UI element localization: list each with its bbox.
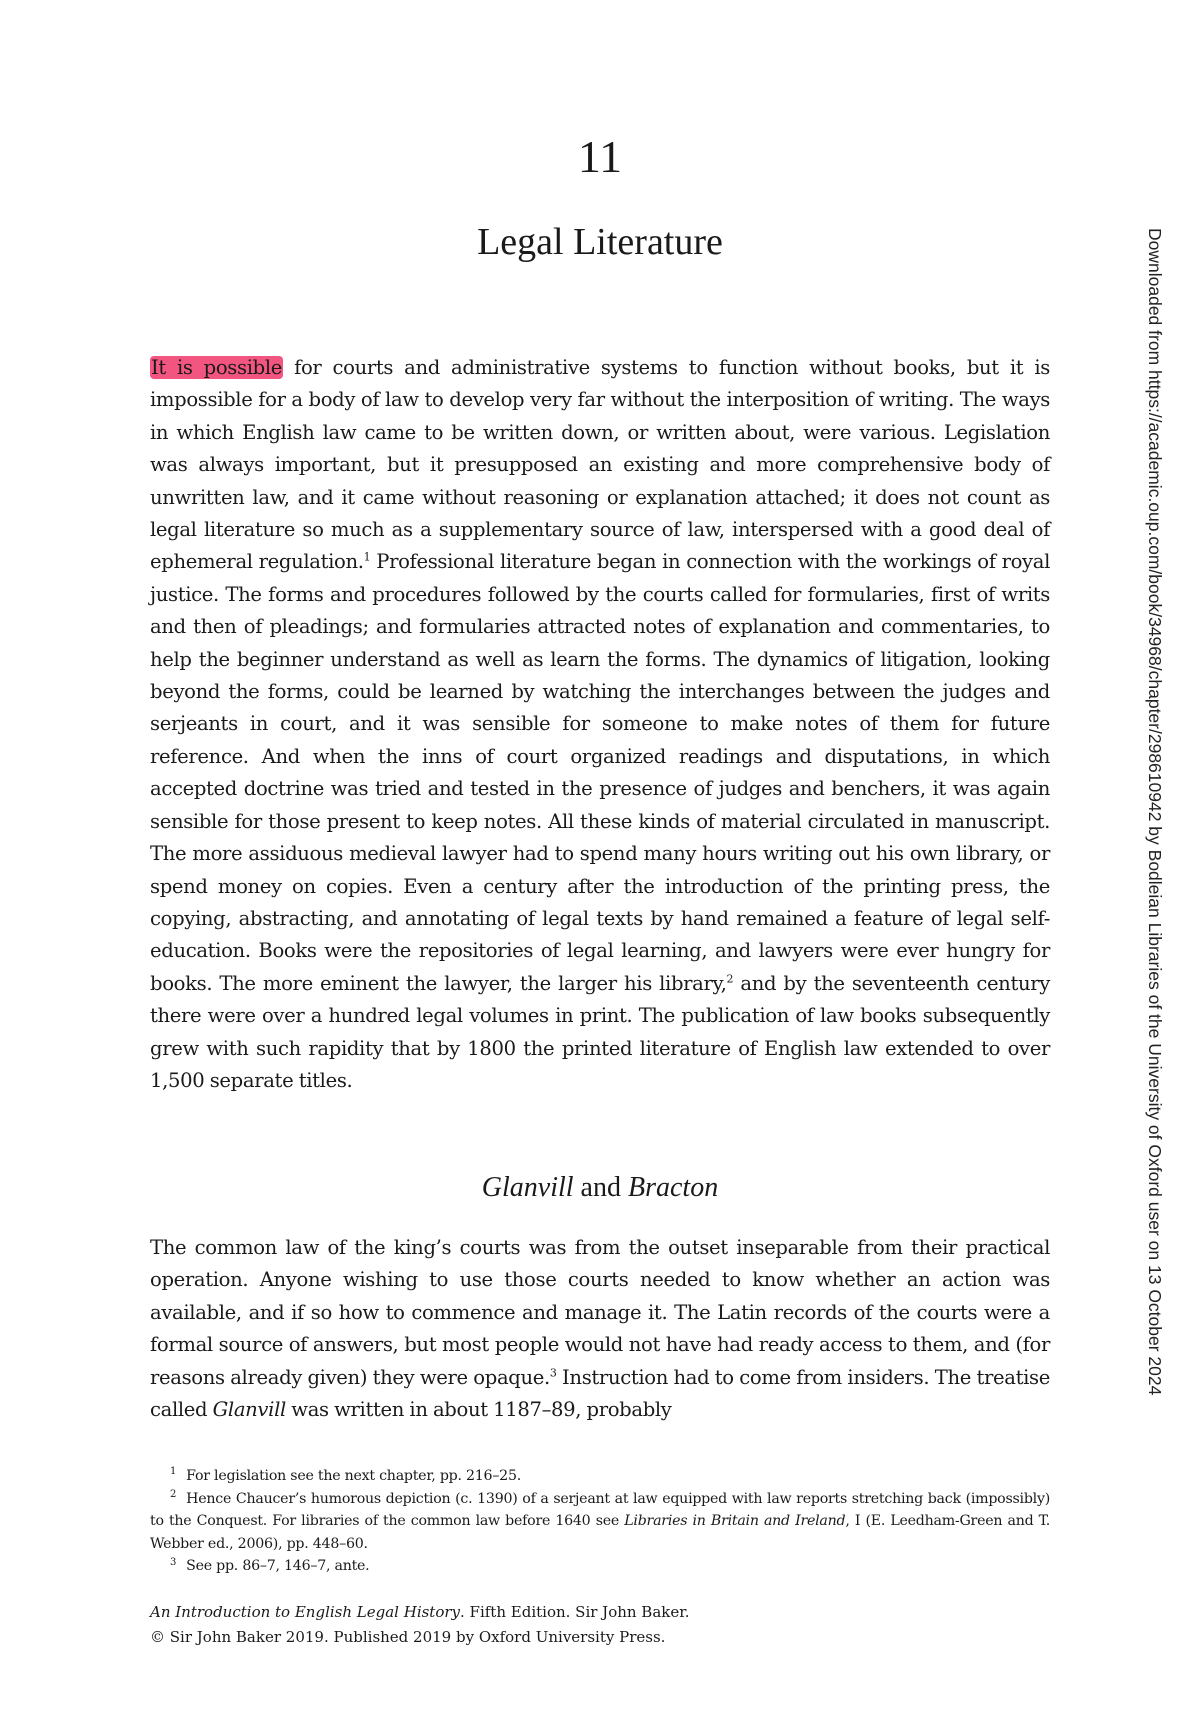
section-title-glanvill: Glanvill	[481, 1172, 574, 1203]
paragraph-text: for courts and administrative systems to function without books, but it is impossible for a body of law to develop very far without the interposition of writing. The ways in which English law came to be written down, or written about, were various. Legislation was always important, but it presupposed an existing and more comprehensive body of unwritten law, and it came without reasoning or explanation attached; it does not count as legal literature so much as a supplementary source of law, interspersed with a good deal of ephemeral regulation.	[150, 356, 1050, 574]
paragraph-text: was written in about 1187–89, probably	[285, 1398, 672, 1422]
footnote-mark: 3	[170, 1556, 177, 1568]
footnote-ref-3[interactable]: 3	[549, 1366, 557, 1380]
section-title-and: and	[573, 1172, 628, 1203]
footnote-ref-2[interactable]: 2	[726, 972, 734, 986]
chapter-number: 11	[577, 131, 623, 182]
download-watermark: Downloaded from https://academic.oup.com/book/34968/chapter/298610942 by Bodleian Libraries of the University of Oxford user on 13 October 2024	[1145, 228, 1165, 1396]
text-highlight[interactable]: It is possible	[151, 356, 282, 379]
section-title-bracton: Bracton	[627, 1172, 719, 1203]
footnote-1	[150, 1465, 1050, 1488]
italic-title: Glanvill	[212, 1398, 286, 1422]
body-paragraph-2	[150, 1232, 1050, 1426]
body-paragraph-1	[150, 352, 1050, 1097]
citation-line-1	[150, 1600, 1050, 1625]
footnote-2	[150, 1488, 1050, 1556]
footnote-text: Hence Chaucer’s humorous depiction (c. 1390) of a serjeant at law equipped with law reports stretching back (impossibly) to the Conquest. For libraries of the common law before 1640 see	[150, 1490, 1050, 1530]
footnote-ref-1[interactable]: 1	[363, 550, 371, 564]
footnote-3	[150, 1555, 1050, 1578]
paragraph-text: and by the seventeenth century there were over a hundred legal volumes in print. The publication of law books subsequently grew with such rapidity that by 1800 the printed literature of English law extended to over 1,500 separate titles.	[150, 971, 1050, 1092]
paragraph-text: Professional literature began in connection with the workings of royal justice. The forms and procedures followed by the courts called for formularies, first of writs and then of pleadings; and formularies attracted notes of explanation and commentaries, to help the beginner understand as well as learn the forms. The dynamics of litigation, looking beyond the forms, could be learned by watching the interchanges between the judges and serjeants in court, and it was sensible for someone to make notes of them for future reference. And when the inns of court organized readings and disputations, in which accepted doctrine was tried and tested in the presence of judges and benchers, it was again sensible for those present to keep notes. All these kinds of material circulated in manuscript. The more assiduous medieval lawyer had to spend many hours writing out his own library, or spend money on copies. Even a century after the introduction of the printing press, the copying, abstracting, and annotating of legal texts by hand remained a feature of legal self-education. Books were the repositories of legal learning, and lawyers were ever hungry for books. The more eminent the lawyer, the larger his library,	[150, 550, 1051, 995]
chapter-title: Legal Literature	[477, 221, 723, 263]
footnote-text: For legislation see the next chapter, pp. 216–25.	[186, 1468, 521, 1484]
book-citation	[150, 1600, 1050, 1650]
citation-line-2: © Sir John Baker 2019. Published 2019 by Oxford University Press.	[150, 1628, 666, 1646]
footnotes	[150, 1465, 1050, 1578]
footnote-mark: 2	[170, 1488, 177, 1500]
footnote-mark: 1	[170, 1466, 177, 1478]
citation-text: . Fifth Edition. Sir John Baker.	[460, 1603, 690, 1621]
footnote-italic: Libraries in Britain and Ireland	[624, 1513, 846, 1530]
footnote-text: See pp. 86–7, 146–7, ante.	[186, 1558, 370, 1575]
book-title: An Introduction to English Legal History	[150, 1603, 461, 1621]
paragraph-text: Instruction had to come from insiders. The treatise called	[150, 1365, 1050, 1422]
paragraph-text: The common law of the king’s courts was from the outset inseparable from their practical operation. Anyone wishing to use those courts needed to know whether an action was available, and if so how to commence and manage it. The Latin records of the courts were a formal source of answers, but most people would not have had ready access to them, and (for reasons already given) they were opaque.	[150, 1236, 1050, 1389]
section-heading	[0, 1172, 1200, 1204]
footnote-text: , I (E. Leedham-Green and T. Webber ed., 2006), pp. 448–60.	[150, 1513, 1051, 1552]
